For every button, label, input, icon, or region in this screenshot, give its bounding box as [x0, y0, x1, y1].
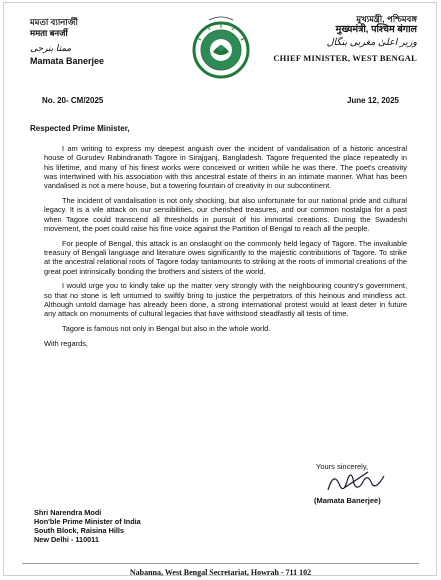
- signatory-name: (Mamata Banerjee): [314, 496, 381, 505]
- paragraph: The incident of vandalisation is not only shocking, but also unfortunate for our national pride and cultural legacy. It is a vile attack on our sensibilities, our cherished treasures, and our common nostalgia for a past when Tagore could transcend all thresholds in pursuit of his immortal creations. During the Swadeshi movement, the poet could raise his fine voice against the Partition of Bengal to reach all the people.: [44, 195, 407, 233]
- designation-english: CHIEF MINISTER, WEST BENGAL: [273, 53, 417, 63]
- footer-address: Nabanna, West Bengal Secretariat, Howrah - 711 102: [129, 568, 312, 577]
- paragraph: For people of Bengal, this attack is an onslaught on the commonly held legacy of Tagore. The invaluable treasury of Bengali language and literature owes significantly to the majestic contributions of Tagore. To strike at the ancestral relational roots of Tagore today tantamounts to striking at the roots of immortal creations of the great poet intrinsically bonding the brothers and sisters of the world.: [44, 238, 407, 276]
- reference-number: No. 20- CM/2025: [42, 96, 104, 105]
- name-urdu: ممتا بنرجی: [30, 43, 72, 53]
- closing: With regards,: [44, 338, 88, 348]
- paragraph: I would urge you to kindly take up the matter very strongly with the neighbouring country's government, so that no stone is left unturned to swiftly bring to justice the perpetrators of this heinous and mindless act. Although untold damage has already been done, a strong international protest would at least deter in future any attack on monuments of cultural legacies that have withstood steadfastly all tests of time.: [44, 281, 407, 319]
- yours-sincerely: Yours sincerely,: [316, 462, 369, 471]
- west-bengal-emblem-icon: [187, 14, 255, 82]
- salutation: Respected Prime Minister,: [30, 124, 130, 133]
- letter-body: [44, 144, 407, 354]
- name-hindi: ममता बनर्जी: [30, 28, 68, 38]
- name-bengali: মমতা ব্যানার্জী: [30, 17, 78, 27]
- recipient-address: [34, 508, 141, 544]
- recipient-line1: Hon'ble Prime Minister of India: [34, 517, 141, 526]
- name-english: Mamata Banerjee: [30, 56, 105, 66]
- footer-divider: [22, 563, 419, 564]
- paragraph: Tagore is famous not only in Bengal but also in the whole world.: [62, 324, 271, 334]
- recipient-name: Shri Narendra Modi: [34, 508, 102, 517]
- paragraph: I am writing to express my deepest anguish over the incident of vandalisation of a historic ancestral house of Gurudev Rabindranath Tagore in Sirajganj, Bangladesh. Tagore frequented the place repeatedly in his lifetime, and many of his finest works were conceived or written while he was there. The poet's creativity was intertwined with his association with this ancestral estate of theirs in an intimate manner. What has been vandalised is not a mere house, but a towering fountain of creativity in our subcontinent.: [44, 144, 407, 191]
- handwritten-signature-icon: [324, 466, 394, 496]
- letterhead-right: [273, 14, 417, 63]
- letter-date: June 12, 2025: [346, 96, 399, 105]
- letterhead-left: [30, 17, 104, 66]
- designation-urdu: وزیر اعلیٰ مغربی بنگال: [326, 37, 417, 48]
- designation-hindi: मुख्यमंत्री, पश्चिम बंगाल: [335, 24, 417, 35]
- recipient-line2: South Block, Raisina Hills: [34, 526, 125, 535]
- designation-bengali: মুখ্যমন্ত্রী, পশ্চিমবঙ্গ: [356, 14, 417, 24]
- signature-block: [314, 462, 424, 505]
- recipient-line3: New Delhi - 110011: [34, 535, 99, 544]
